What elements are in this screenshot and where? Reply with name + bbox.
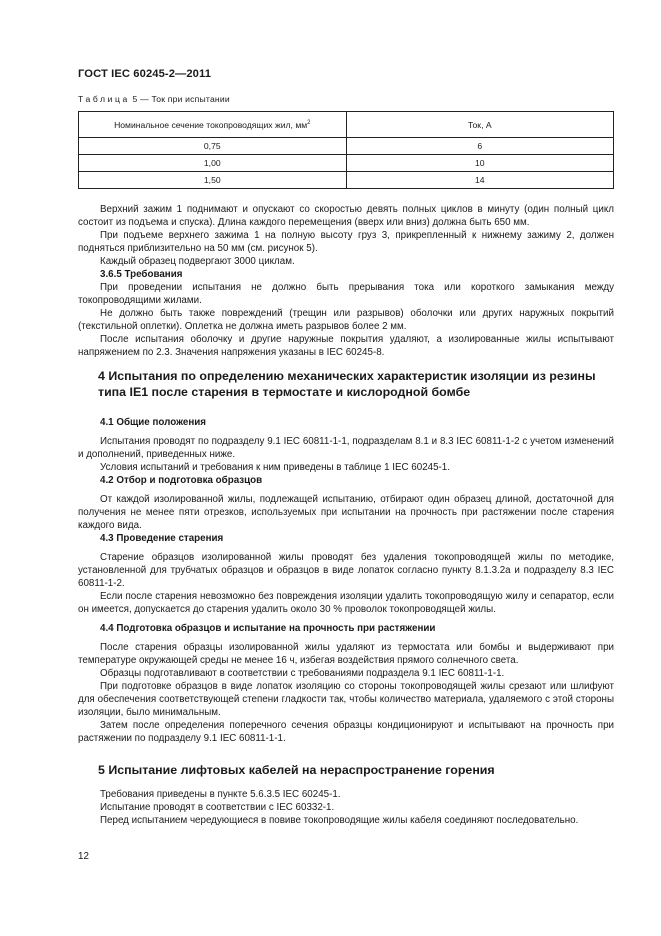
paragraph: Верхний зажим 1 поднимают и опускают со скоростью девять полных циклов в минуту (один полный цикл состоит из подъема и спуска). Длина каждого перемещения (вверх или вниз) должна быть 650 мм. bbox=[78, 204, 614, 228]
table-header-sup: 2 bbox=[307, 119, 311, 126]
section-5-heading: 5 Испытание лифтовых кабелей на нераспространение горения bbox=[98, 763, 495, 777]
paragraph: От каждой изолированной жилы, подлежащей испытанию, отбирают один образец длиной, достаточной для получения не менее пяти отрезков, используемых при испытании на прочность при растяжении после старения каждого вида. bbox=[78, 494, 614, 531]
subsection-heading: 4.4 Подготовка образцов и испытание на прочность при растяжении bbox=[100, 623, 436, 634]
paragraph: Требования приведены в пункте 5.6.3.5 IEC 60245-1. bbox=[100, 789, 341, 800]
section-5-text bbox=[78, 788, 614, 827]
table-cell-current: 14 bbox=[346, 172, 613, 189]
table-header-current: Ток, А bbox=[346, 112, 613, 138]
table-row bbox=[79, 172, 614, 189]
table-caption bbox=[78, 94, 230, 104]
table-cell-section: 1,50 bbox=[79, 172, 347, 189]
table-header-section: Номинальное сечение токопроводящих жил, $мм^2$ bbox=[79, 112, 347, 138]
current-table bbox=[78, 111, 614, 189]
paragraph: Затем после определения поперечного сечения образцы кондиционируют и испытывают на прочность при растяжении по подразделу 9.1 IEC 60811-1-1. bbox=[78, 720, 614, 744]
paragraph: Образцы подготавливают в соответствии с требованиями подраздела 9.1 IEC 60811-1-1. bbox=[100, 668, 505, 679]
paragraph: Испытание проводят в соответствии с IEC 60332-1. bbox=[100, 802, 335, 813]
subsection-heading: 4.3 Проведение старения bbox=[100, 533, 224, 544]
document-header: ГОСТ IEC 60245-2—2011 bbox=[78, 68, 212, 80]
paragraph: Если после старения невозможно без повреждения изоляции удалить токопроводящую жилу и сепаратор, если он имеется, допускается до старения удалить около 30 % проволок токопроводящей жилы. bbox=[78, 591, 614, 615]
paragraph: Не должно быть также повреждений (трещин или разрывов) оболочки или других наружных покрытий (текстильной оплетки). Оплетка не должна иметь разрывов более 2 мм. bbox=[78, 308, 614, 332]
paragraph: При проведении испытания не должно быть прерывания тока или короткого замыкания между токопроводящими жилами. bbox=[78, 282, 614, 306]
table-cell-current: 10 bbox=[346, 155, 613, 172]
section-4-heading: 4 Испытания по определению механических характеристик изоляции из резины типа IE1 после старения в термостате и кислородной бомбе bbox=[98, 369, 596, 399]
section-4-text bbox=[78, 416, 614, 745]
paragraph: После старения образцы изолированной жилы удаляют из термостата или бомбы и выдерживают при температуре окружающей среды не менее 16 ч, избегая воздействия прямого солнечного света. bbox=[78, 642, 614, 666]
test-procedure-text bbox=[78, 203, 614, 359]
table-header-row bbox=[79, 112, 614, 138]
paragraph: Каждый образец подвергают 3000 циклам. bbox=[100, 256, 295, 267]
subsection-heading: 4.1 Общие положения bbox=[100, 417, 207, 428]
table-caption-title: — Ток при испытании bbox=[137, 94, 230, 104]
table-cell-section: 0,75 bbox=[79, 138, 347, 155]
table-caption-number: 5 bbox=[132, 94, 138, 104]
paragraph: Испытания проводят по подразделу 9.1 IEC 60811-1-1, подразделам 8.1 и 8.3 IEC 60811-1-2 с учетом изменений и дополнений, приведенных ниже. bbox=[78, 436, 614, 460]
paragraph: При подъеме верхнего зажима 1 на полную высоту груз 3, прикрепленный к нижнему зажиму 2, должен подняться приблизительно на 50 мм (см. рисунок 5). bbox=[78, 230, 614, 254]
table-row bbox=[79, 138, 614, 155]
paragraph: Перед испытанием чередующиеся в повиве токопроводящие жилы кабеля соединяют последовательно. bbox=[100, 815, 579, 826]
subsection-heading: 3.6.5 Требования bbox=[100, 269, 183, 280]
page-number: 12 bbox=[78, 851, 89, 862]
paragraph: Условия испытаний и требования к ним приведены в таблице 1 IEC 60245-1. bbox=[100, 462, 450, 473]
paragraph: При подготовке образцов в виде лопаток изоляцию со стороны токопроводящей жилы срезают или шлифуют для обеспечения соответствующей степени гладкости так, чтобы количество материала, удаляемого с этой стороны изоляции, было минимальным. bbox=[78, 681, 614, 718]
paragraph: Старение образцов изолированной жилы проводят без удаления токопроводящей жилы по методике, установленной для трубчатых образцов и образцов в виде лопаток согласно пункту 8.1.3.2а и подразделу 8.3 IEC 60811-1-2. bbox=[78, 552, 614, 589]
table-cell-current: 6 bbox=[346, 138, 613, 155]
paragraph: После испытания оболочку и другие наружные покрытия удаляют, а изолированные жилы испытывают напряжением по 2.3. Значения напряжения указаны в IEC 60245-8. bbox=[78, 334, 614, 358]
subsection-heading: 4.2 Отбор и подготовка образцов bbox=[100, 475, 263, 486]
table-row bbox=[79, 155, 614, 172]
table-caption-label: Таблица bbox=[78, 94, 130, 104]
table-cell-section: 1,00 bbox=[79, 155, 347, 172]
